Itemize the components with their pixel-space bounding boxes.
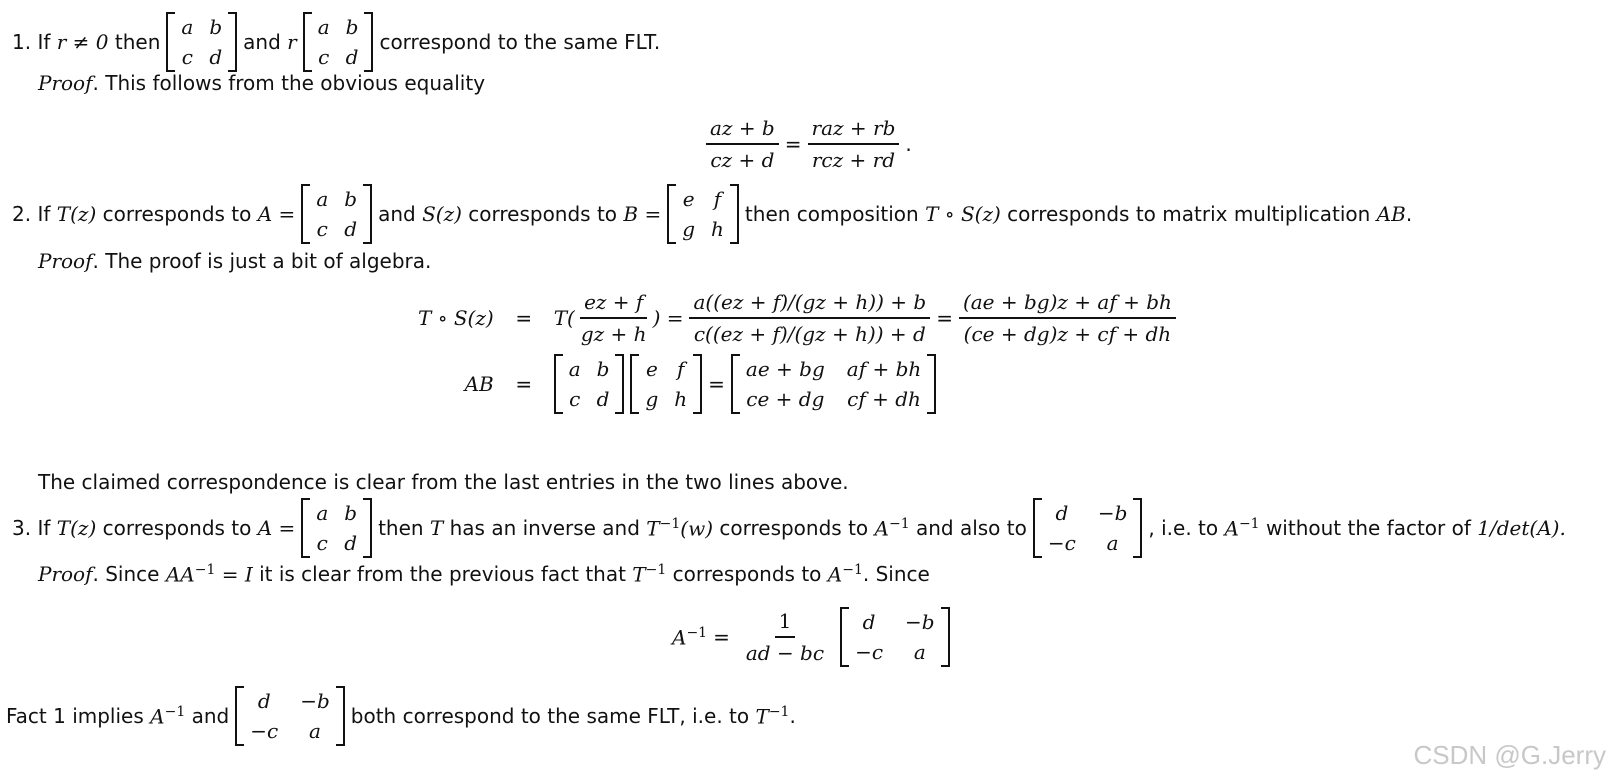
equals-sign: =	[784, 132, 802, 156]
matrix-entry: f	[677, 357, 685, 381]
inverse-superscript: −1	[164, 703, 186, 720]
fact2-corr2: corresponds to	[468, 202, 618, 226]
matrix-adjugate	[840, 607, 950, 667]
fact1-number: 1.	[12, 30, 32, 54]
fact3-statement	[12, 500, 1566, 556]
denominator: gz + h	[580, 322, 647, 346]
left-bracket	[731, 354, 740, 414]
matrix-entry: g	[645, 387, 659, 411]
matrix-entry: ae + bg	[745, 357, 825, 381]
matrix-entry: h	[674, 387, 688, 411]
proof-text-c: corresponds to	[672, 562, 822, 586]
matrix-entry: b	[344, 187, 358, 211]
A-symbol: A	[1224, 516, 1239, 541]
matrix-entry: b	[345, 15, 359, 39]
inverse-superscript: −1	[659, 515, 681, 532]
matrix-abcd	[301, 184, 372, 244]
proof-label: Proof	[38, 562, 93, 586]
matrix-product	[731, 354, 936, 414]
fact2-tail: corresponds to matrix multiplication	[1007, 202, 1371, 226]
fact1-and: and	[243, 30, 281, 54]
matrix-entry: e	[645, 357, 658, 381]
right-bracket	[730, 184, 739, 244]
proof-AAinv	[166, 562, 253, 587]
fact2-mid: then composition	[744, 202, 919, 226]
right-bracket	[363, 184, 372, 244]
left-bracket	[301, 498, 310, 558]
numerator: raz + rb	[808, 116, 900, 145]
proof-text: . This follows from the obvious equality	[92, 71, 486, 95]
inv-lhs	[672, 625, 707, 650]
fact3-Tinv	[646, 516, 713, 541]
matrix-entry: b	[596, 357, 610, 381]
matrix-entry: −c	[855, 640, 884, 664]
inverse-superscript: −1	[842, 561, 863, 578]
left-bracket	[301, 184, 310, 244]
inverse-superscript: −1	[888, 515, 910, 532]
fact2-A-eq: A =	[257, 202, 296, 226]
denominator: c((ez + f)/(gz + h)) + d	[693, 322, 926, 346]
matrix-abcd	[166, 12, 237, 72]
equals-sign: =	[515, 306, 533, 330]
fact3-proof	[38, 560, 930, 588]
right-bracket	[363, 498, 372, 558]
matrix-abcd	[301, 498, 372, 558]
final-statement	[6, 686, 796, 746]
fact2-B-eq: B =	[623, 202, 662, 226]
fact2-claim	[38, 469, 849, 495]
left-bracket	[303, 12, 312, 72]
matrix-entry: b	[344, 501, 358, 525]
matrix-entry: −b	[905, 610, 935, 634]
denominator: cz + d	[710, 148, 775, 172]
left-bracket	[1033, 498, 1042, 558]
matrix-entry: f	[713, 187, 722, 211]
matrix-entry: h	[711, 217, 724, 241]
proof-label: Proof	[38, 71, 93, 95]
left-bracket	[630, 354, 639, 414]
final-end: .	[789, 704, 796, 728]
matrix-entry: c	[569, 387, 581, 411]
final-b: and	[191, 704, 230, 728]
A-symbol: A	[874, 516, 889, 541]
final-a: Fact 1 implies	[6, 704, 144, 728]
fact3-corr: corresponds to	[102, 516, 252, 540]
fact1-statement	[12, 14, 660, 70]
right-bracket	[615, 354, 624, 414]
matrix-entry: −c	[1047, 531, 1076, 555]
fact3-tail1: , i.e. to	[1148, 516, 1219, 540]
equals-sign: =	[936, 306, 953, 330]
T-symbol: T	[755, 704, 769, 729]
A-symbol: A	[672, 625, 687, 650]
fact2-number: 2.	[12, 202, 32, 226]
matrix-entry: a	[181, 15, 194, 39]
matrix-entry: c	[181, 45, 193, 69]
fact3-number: 3.	[12, 516, 32, 540]
matrix-abcd-scaled	[303, 12, 374, 72]
right-bracket	[693, 354, 702, 414]
matrix-entry: ce + dg	[746, 387, 825, 411]
fact1-r: r	[287, 30, 297, 54]
proof-Ainv	[828, 562, 863, 587]
fact2-lead: If	[37, 202, 51, 226]
inverse-superscript: −1	[645, 561, 667, 578]
fact1-condition: r ≠ 0	[56, 30, 109, 54]
row2-rhs	[554, 354, 1182, 414]
fact2-proof	[38, 248, 431, 274]
fact2-Sz: S(z)	[422, 202, 462, 226]
proof-text-d: . Since	[862, 562, 930, 586]
equals-I: = I	[221, 562, 253, 587]
matrix-entry: a	[568, 357, 581, 381]
matrix-entry: d	[596, 387, 610, 411]
fact3-inverse-formula	[672, 604, 956, 670]
proof-label: Proof	[38, 249, 93, 273]
fact3-Ainv2	[1224, 516, 1259, 541]
fraction	[808, 116, 900, 172]
equals-sign: =	[515, 372, 533, 396]
matrix-entry: a	[913, 640, 926, 664]
left-bracket	[235, 686, 244, 746]
matrix-entry: a	[1106, 531, 1119, 555]
fact3-mid2: has an inverse and	[449, 516, 640, 540]
fact2-and: and	[378, 202, 416, 226]
proof-Tinv	[632, 562, 666, 587]
fact2-aligned-equations	[418, 290, 1182, 414]
matrix-efgh	[630, 354, 702, 414]
matrix-entry: cf + dh	[847, 387, 921, 411]
matrix-entry: a	[317, 15, 330, 39]
final-Tinv	[755, 704, 789, 729]
fact3-Ainv	[875, 516, 910, 541]
denominator: (ce + dg)z + cf + dh	[963, 322, 1172, 346]
fraction	[959, 290, 1176, 346]
inverse-superscript: −1	[194, 561, 216, 578]
numerator: az + b	[706, 116, 779, 145]
inverse-superscript: −1	[1238, 515, 1260, 532]
fact1-tail: correspond to the same FLT.	[379, 30, 661, 54]
watermark: CSDN @G.Jerry	[1413, 740, 1606, 770]
equals-sign: =	[708, 372, 725, 396]
matrix-entry: −b	[1097, 501, 1128, 525]
inverse-superscript: −1	[768, 703, 790, 720]
matrix-entry: d	[345, 45, 359, 69]
fact2-AB: AB	[1376, 202, 1406, 226]
proof-text: . The proof is just a bit of algebra.	[92, 249, 432, 273]
fact1-equality: $\frac{az + b}{cz + d}$ = $\frac{\text{raz + rb}}{\text{rcz + rd}}$ .	[700, 114, 912, 174]
matrix-entry: e	[682, 187, 695, 211]
fact3-T: T	[429, 516, 444, 540]
equals-sign: =	[713, 625, 730, 649]
row1-T: T(	[553, 306, 575, 330]
matrix-entry: af + bh	[846, 357, 922, 381]
matrix-entry: c	[318, 45, 330, 69]
matrix-entry: d	[1055, 501, 1069, 525]
AA-symbol: AA	[165, 562, 195, 587]
matrix-entry: d	[344, 531, 358, 555]
fact3-lead: If	[37, 516, 51, 540]
fact3-det: 1/det(A).	[1477, 516, 1566, 540]
numerator: (ae + bg)z + af + bh	[959, 290, 1176, 319]
left-bracket	[166, 12, 175, 72]
fact2-TS: T ∘ S(z)	[925, 202, 1001, 226]
fact3-mid4: and also to	[915, 516, 1027, 540]
proof-text: . Since	[92, 562, 160, 586]
final-c: both correspond to the same FLT, i.e. to	[350, 704, 750, 728]
fact1-lead: If	[37, 30, 51, 54]
left-bracket	[667, 184, 676, 244]
fact1-proof	[38, 70, 485, 96]
right-bracket	[364, 12, 373, 72]
numerator: a((ez + f)/(gz + h)) + b	[689, 290, 930, 319]
fact3-tail2: without the factor of	[1265, 516, 1471, 540]
final-Ainv	[150, 704, 185, 729]
matrix-entry: c	[316, 531, 328, 555]
A-symbol: A	[150, 704, 165, 729]
matrix-entry: g	[682, 217, 696, 241]
fact2-corr: corresponds to	[102, 202, 252, 226]
proof-text-b: it is clear from the previous fact that	[259, 562, 626, 586]
matrix-entry: a	[316, 501, 329, 525]
matrix-entry: d	[862, 610, 876, 634]
fact3-mid1: then	[378, 516, 424, 540]
fact2-Tz: T(z)	[56, 202, 97, 226]
matrix-entry: d	[209, 45, 223, 69]
matrix-entry: −c	[250, 719, 279, 743]
row1-close: ) =	[652, 306, 684, 330]
fraction	[742, 609, 828, 665]
matrix-efgh	[667, 184, 739, 244]
matrix-entry: a	[309, 719, 321, 743]
argument: (w)	[680, 516, 714, 541]
fraction	[577, 290, 651, 346]
numerator: ez + f	[580, 290, 647, 319]
fact2-statement: 2. If T(z) corresponds to A = a b c d and S(z) corresponds to B = e f g h then composition T ∘ S(z) corresponds to matrix multiplication AB .	[12, 186, 1412, 242]
matrix-entry: d	[257, 689, 271, 713]
claim-text: The claimed correspondence is clear from the last entries in the two lines above.	[38, 470, 849, 494]
row1-rhs	[554, 290, 1182, 346]
matrix-entry: d	[344, 217, 358, 241]
inverse-superscript: −1	[686, 624, 708, 641]
matrix-adjugate	[1033, 498, 1143, 558]
T-symbol: T	[632, 562, 646, 587]
numerator: 1	[775, 609, 796, 638]
right-bracket	[1133, 498, 1142, 558]
row1-lhs: T ∘ S(z)	[418, 306, 494, 330]
denominator: rcz + rd	[811, 148, 896, 172]
T-symbol: T	[646, 516, 660, 541]
fact1-then: then	[114, 30, 161, 54]
matrix-entry: a	[316, 187, 329, 211]
right-bracket	[927, 354, 936, 414]
fraction	[689, 290, 930, 346]
A-symbol: A	[827, 562, 843, 587]
left-bracket	[554, 354, 563, 414]
matrix-entry: −b	[300, 689, 330, 713]
row2-lhs: AB	[464, 372, 494, 396]
fact3-A-eq: A =	[257, 516, 296, 540]
right-bracket	[336, 686, 345, 746]
fact3-Tz: T(z)	[56, 516, 97, 540]
right-bracket	[941, 607, 950, 667]
fraction	[706, 116, 779, 172]
matrix-entry: b	[209, 15, 223, 39]
left-bracket	[840, 607, 849, 667]
matrix-entry: c	[316, 217, 328, 241]
fact3-mid3: corresponds to	[719, 516, 869, 540]
right-bracket	[228, 12, 237, 72]
matrix-adjugate	[235, 686, 345, 746]
matrix-abcd	[554, 354, 625, 414]
denominator: ad − bc	[745, 641, 825, 665]
